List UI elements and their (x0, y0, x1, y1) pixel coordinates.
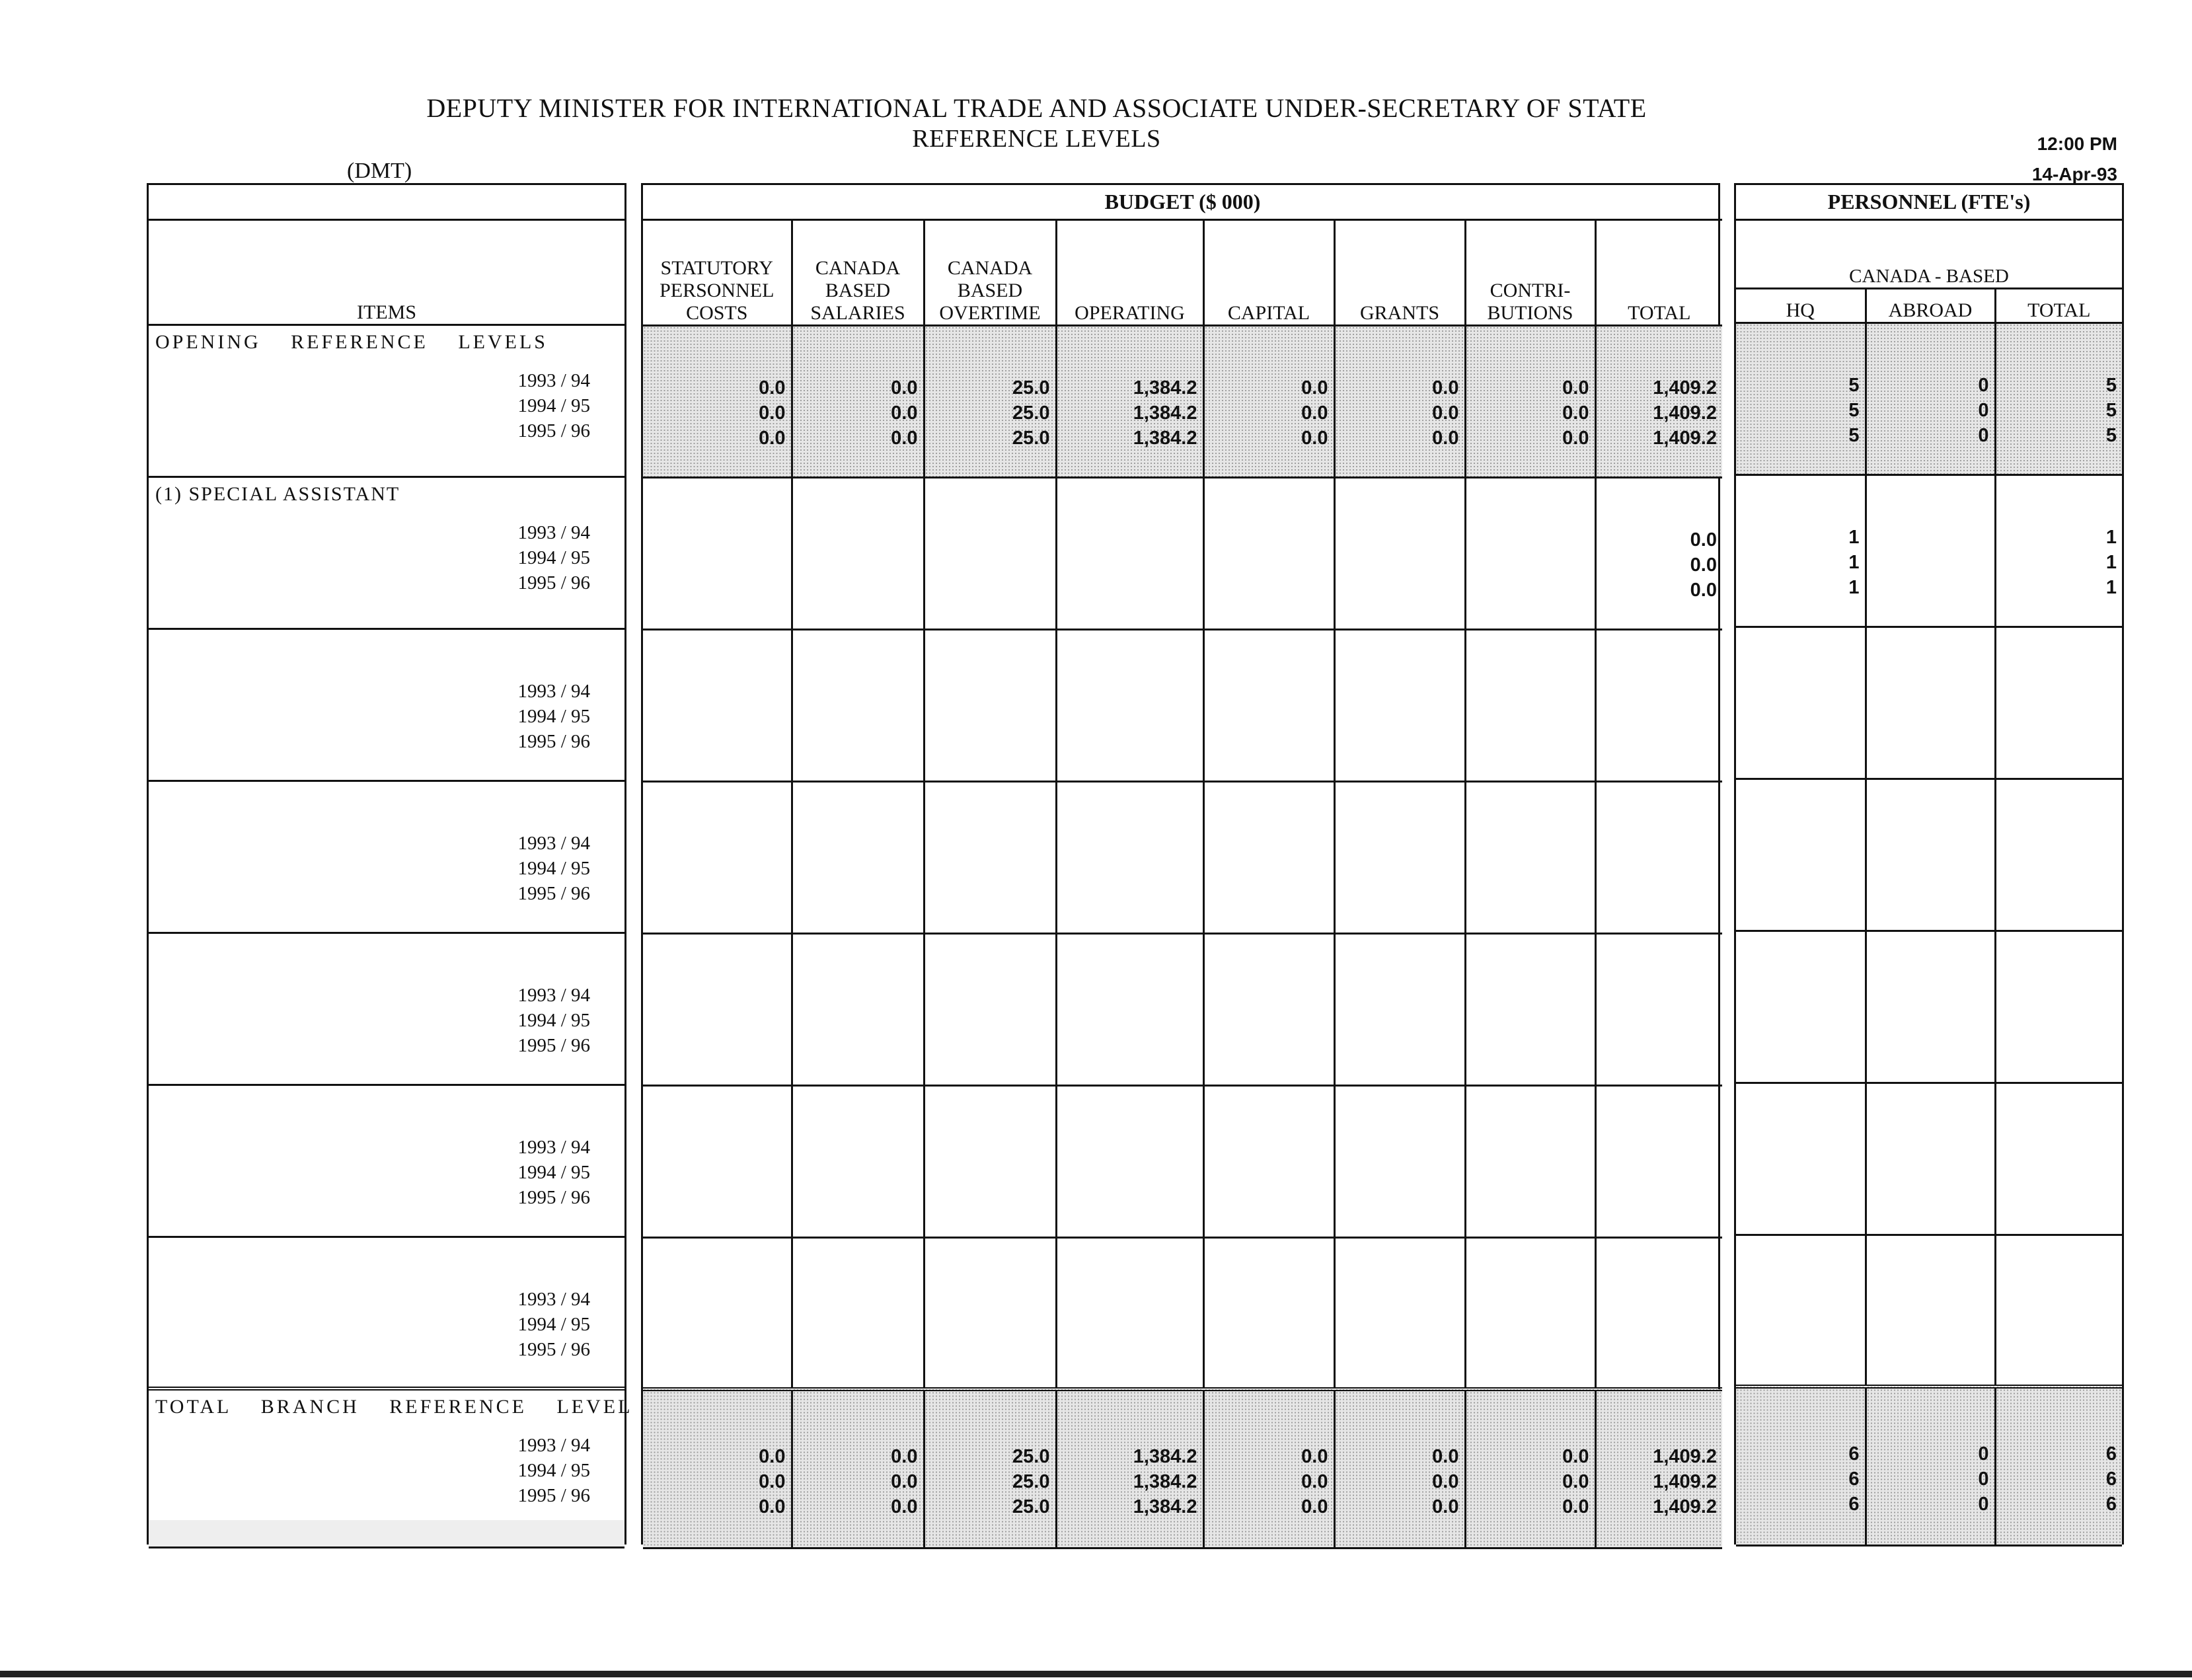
budget-value: 0.0 (1301, 1471, 1328, 1492)
personnel-value: 5 (1848, 399, 1860, 421)
budget-value: 25.0 (1012, 1471, 1050, 1492)
budget-cell (1203, 933, 1334, 1085)
print-time: 12:00 PM (2037, 134, 2117, 154)
personnel-value (1867, 550, 1989, 575)
personnel-value: 1 (2105, 576, 2117, 598)
budget-cell (924, 933, 1056, 1085)
budget-col-header: CAPITAL (1203, 219, 1334, 325)
budget-value: 25.0 (1012, 1446, 1050, 1467)
year-list (149, 934, 624, 1058)
budget-value: 0.0 (1562, 1471, 1589, 1492)
budget-cell (1056, 325, 1203, 477)
budget-cell (1595, 1389, 1722, 1548)
section-item (149, 477, 624, 629)
budget-cell (1203, 781, 1334, 933)
budget-value: 0.0 (759, 402, 786, 424)
budget-cell (792, 1389, 924, 1548)
budget-cell (1056, 933, 1203, 1085)
personnel-value: 1 (2105, 551, 2117, 573)
budget-values (1057, 326, 1203, 451)
personnel-subtitle: CANADA - BASED (1736, 264, 2122, 288)
personnel-cell (1995, 1235, 2122, 1387)
budget-cell (1465, 477, 1595, 629)
budget-cell (1203, 1237, 1334, 1389)
budget-col-header: TOTAL (1595, 219, 1722, 325)
personnel-value (1867, 575, 1989, 600)
personnel-cell (1866, 475, 1995, 627)
budget-cell (924, 1237, 1056, 1389)
section-item (149, 781, 624, 933)
budget-value: 0.0 (759, 377, 786, 399)
section-label: OPENING REFERENCE LEVELS (155, 330, 548, 353)
personnel-cell (1736, 779, 1866, 931)
budget-cell (1203, 1085, 1334, 1237)
budget-cell (1465, 1237, 1595, 1389)
year-list-line: 1993 / 94 (517, 369, 590, 391)
budget-value: 0.0 (891, 377, 918, 399)
budget-cell (1056, 477, 1203, 629)
section-item (149, 629, 624, 781)
budget-cell (1465, 781, 1595, 933)
personnel-cell (1866, 1235, 1995, 1387)
budget-cell (924, 477, 1056, 629)
year-list-line: 1994 / 95 (517, 547, 590, 568)
budget-cell (1334, 1085, 1465, 1237)
personnel-values (1867, 324, 1994, 448)
personnel-value: 5 (2105, 399, 2117, 421)
budget-cell (1334, 477, 1465, 629)
personnel-value: 6 (1848, 1443, 1860, 1465)
budget-value: 1,409.2 (1653, 402, 1717, 424)
personnel-value: 5 (2105, 374, 2117, 396)
budget-value: 0.0 (1690, 554, 1717, 576)
year-list (149, 354, 624, 443)
items-column-header: ITEMS (149, 219, 624, 325)
year-list-line: 1995 / 96 (517, 1338, 590, 1360)
budget-values (1466, 1391, 1595, 1519)
personnel-value: 0 (1978, 1494, 1989, 1515)
document-title: DEPUTY MINISTER FOR INTERNATIONAL TRADE AND ASSOCIATE UNDER-SECRETARY OF STATE (426, 93, 1647, 123)
budget-values (1336, 1391, 1464, 1519)
section-label: (1) SPECIAL ASSISTANT (155, 482, 400, 505)
personnel-value: 0 (1978, 424, 1989, 446)
budget-value: 0.0 (1562, 1496, 1589, 1517)
year-list-line: 1993 / 94 (517, 1435, 590, 1456)
section-item (149, 933, 624, 1085)
personnel-value: 1 (1848, 526, 1860, 548)
budget-cell (1334, 1389, 1465, 1548)
budget-cell (792, 1237, 924, 1389)
budget-values (1597, 478, 1723, 603)
budget-panel (641, 183, 1720, 1545)
budget-cell (643, 781, 792, 933)
personnel-value: 6 (1848, 1469, 1860, 1490)
personnel-values (1736, 1389, 1865, 1517)
year-list-line: 1995 / 96 (517, 1485, 590, 1506)
budget-col-header: STATUTORY PERSONNEL COSTS (643, 219, 792, 325)
budget-value: 0.0 (1562, 402, 1589, 424)
budget-value: 0.0 (1301, 377, 1328, 399)
budget-cell (792, 325, 924, 477)
budget-cell (792, 477, 924, 629)
year-list-line: 1994 / 95 (517, 1313, 590, 1335)
budget-value: 1,409.2 (1653, 427, 1717, 449)
budget-values (925, 1391, 1055, 1519)
budget-value: 1,409.2 (1653, 1496, 1717, 1517)
budget-values (925, 326, 1055, 451)
budget-value: 25.0 (1012, 402, 1050, 424)
budget-values (1057, 1391, 1203, 1519)
budget-values (1466, 326, 1595, 451)
budget-cell (1595, 1237, 1722, 1389)
personnel-values (1996, 324, 2123, 448)
year-list-line: 1995 / 96 (517, 572, 590, 593)
budget-value: 1,384.2 (1133, 1446, 1197, 1467)
budget-cell (1595, 933, 1722, 1085)
budget-value: 0.0 (1562, 427, 1589, 449)
branch-code: (DMT) (347, 159, 412, 183)
budget-value: 0.0 (1690, 529, 1717, 551)
budget-cell (643, 325, 792, 477)
budget-cell (1465, 1085, 1595, 1237)
year-list-line: 1994 / 95 (517, 1161, 590, 1183)
personnel-value: 6 (2105, 1443, 2117, 1465)
budget-cell (1334, 325, 1465, 477)
year-list-line: 1995 / 96 (517, 420, 590, 441)
budget-value: 0.0 (1432, 1471, 1459, 1492)
budget-cell (1595, 325, 1722, 477)
budget-cell (924, 781, 1056, 933)
budget-value: 0.0 (1562, 1446, 1589, 1467)
budget-cell (792, 781, 924, 933)
personnel-cell (1866, 1387, 1995, 1545)
year-list (149, 1086, 624, 1210)
personnel-value: 0 (1978, 1469, 1989, 1490)
budget-value: 1,384.2 (1133, 1496, 1197, 1517)
budget-cell (1203, 477, 1334, 629)
budget-value: 0.0 (1432, 1496, 1459, 1517)
budget-cell (924, 1389, 1056, 1548)
budget-value: 0.0 (1432, 427, 1459, 449)
section-item (149, 1237, 624, 1389)
budget-values (1597, 1391, 1723, 1519)
budget-value: 0.0 (1301, 1496, 1328, 1517)
budget-value: 1,409.2 (1653, 377, 1717, 399)
personnel-value: 1 (1848, 576, 1860, 598)
budget-values (643, 1391, 791, 1519)
budget-cell (792, 629, 924, 781)
budget-col-header: GRANTS (1334, 219, 1465, 325)
year-list-line: 1993 / 94 (517, 680, 590, 702)
budget-values (1205, 1391, 1334, 1519)
personnel-value: 5 (2105, 424, 2117, 446)
budget-cell (1056, 1085, 1203, 1237)
personnel-value: 0 (1978, 399, 1989, 421)
personnel-cell (1995, 475, 2122, 627)
year-list (149, 1238, 624, 1362)
budget-cell (792, 1085, 924, 1237)
budget-col-header: CANADA BASED OVERTIME (924, 219, 1056, 325)
budget-cell (1334, 933, 1465, 1085)
personnel-cell (1736, 931, 1866, 1083)
budget-value: 0.0 (891, 427, 918, 449)
budget-cell (643, 629, 792, 781)
personnel-value: 1 (1848, 551, 1860, 573)
personnel-value: 0 (1978, 1443, 1989, 1465)
budget-value: 0.0 (1301, 427, 1328, 449)
year-list-line: 1994 / 95 (517, 1009, 590, 1031)
budget-value: 25.0 (1012, 377, 1050, 399)
personnel-cell (1866, 627, 1995, 779)
personnel-col-header: TOTAL (1995, 288, 2122, 323)
budget-value: 0.0 (759, 427, 786, 449)
budget-value: 0.0 (759, 1496, 786, 1517)
budget-values (643, 326, 791, 451)
year-list-line: 1993 / 94 (517, 521, 590, 543)
personnel-panel (1734, 183, 2124, 1545)
personnel-cell (1866, 779, 1995, 931)
budget-cell (1334, 1237, 1465, 1389)
section-item (149, 1085, 624, 1237)
personnel-cell (1995, 1387, 2122, 1545)
personnel-cell (1736, 323, 1866, 475)
budget-value: 1,384.2 (1133, 1471, 1197, 1492)
budget-cell (1203, 629, 1334, 781)
personnel-values (1736, 324, 1865, 448)
budget-cell (924, 1085, 1056, 1237)
budget-table (643, 185, 1722, 1549)
budget-cell (643, 1085, 792, 1237)
personnel-cell (1866, 931, 1995, 1083)
budget-cell (1203, 325, 1334, 477)
budget-values (793, 1391, 923, 1519)
personnel-value: 0 (1978, 374, 1989, 396)
personnel-cell (1736, 627, 1866, 779)
budget-cell (1056, 629, 1203, 781)
personnel-value: 5 (1848, 374, 1860, 396)
budget-cell (1056, 1389, 1203, 1548)
budget-values (793, 326, 923, 451)
budget-cell (924, 629, 1056, 781)
budget-value: 0.0 (759, 1471, 786, 1492)
budget-values (1597, 326, 1723, 451)
year-list-line: 1995 / 96 (517, 1186, 590, 1208)
personnel-value: 5 (1848, 424, 1860, 446)
personnel-title: PERSONNEL (FTE's) (1736, 185, 2122, 219)
budget-value: 25.0 (1012, 427, 1050, 449)
personnel-cell (1995, 627, 2122, 779)
year-list (149, 506, 624, 595)
budget-cell (643, 1237, 792, 1389)
budget-col-header: CONTRI- BUTIONS (1465, 219, 1595, 325)
personnel-cell (1866, 1083, 1995, 1235)
budget-value: 0.0 (891, 1471, 918, 1492)
budget-value: 0.0 (891, 1446, 918, 1467)
personnel-values (1996, 1389, 2123, 1517)
personnel-value: 6 (2105, 1469, 2117, 1490)
budget-col-header: OPERATING (1056, 219, 1203, 325)
personnel-cell (1736, 475, 1866, 627)
personnel-cell (1736, 1083, 1866, 1235)
budget-value: 0.0 (1301, 402, 1328, 424)
budget-value: 0.0 (1562, 377, 1589, 399)
personnel-value: 6 (2105, 1494, 2117, 1515)
personnel-cell (1995, 323, 2122, 475)
year-list-line: 1993 / 94 (517, 1136, 590, 1158)
budget-value: 1,384.2 (1133, 427, 1197, 449)
personnel-value: 1 (2105, 526, 2117, 548)
total-section-item (149, 1389, 633, 1547)
budget-value: 0.0 (759, 1446, 786, 1467)
budget-cell (1465, 325, 1595, 477)
budget-value: 1,409.2 (1653, 1471, 1717, 1492)
personnel-values (1867, 1389, 1994, 1517)
personnel-cell (1736, 1235, 1866, 1387)
year-list-line: 1994 / 95 (517, 395, 590, 416)
year-list (149, 630, 624, 754)
personnel-values (1996, 476, 2123, 600)
section-label: TOTAL BRANCH REFERENCE LEVEL (155, 1396, 633, 1418)
personnel-table (1736, 185, 2122, 1546)
personnel-cell (1995, 779, 2122, 931)
personnel-value (1867, 525, 1989, 550)
personnel-cell (1995, 931, 2122, 1083)
budget-value: 0.0 (1432, 1446, 1459, 1467)
year-list-line: 1994 / 95 (517, 857, 590, 879)
budget-value: 0.0 (1432, 377, 1459, 399)
budget-title: BUDGET ($ 000) (643, 185, 1722, 219)
print-date: 14-Apr-93 (2031, 164, 2117, 184)
budget-cell (1595, 1085, 1722, 1237)
year-list (149, 1418, 624, 1508)
budget-cell (1334, 781, 1465, 933)
section-item (149, 325, 624, 477)
items-panel (147, 183, 633, 1545)
budget-value: 0.0 (891, 1496, 918, 1517)
budget-value: 25.0 (1012, 1496, 1050, 1517)
personnel-cell (1736, 1387, 1866, 1545)
personnel-values (1736, 476, 1865, 600)
budget-cell (1056, 1237, 1203, 1389)
personnel-col-header: HQ (1736, 288, 1866, 323)
budget-value: 1,409.2 (1653, 1446, 1717, 1467)
budget-value: 1,384.2 (1133, 402, 1197, 424)
budget-cell (924, 325, 1056, 477)
budget-cell (643, 1389, 792, 1548)
personnel-cell (1995, 1083, 2122, 1235)
budget-cell (792, 933, 924, 1085)
budget-cell (1056, 781, 1203, 933)
budget-cell (1203, 1389, 1334, 1548)
budget-value: 0.0 (1690, 579, 1717, 601)
year-list-line: 1993 / 94 (517, 832, 590, 854)
personnel-value: 6 (1848, 1494, 1860, 1515)
budget-value: 1,384.2 (1133, 377, 1197, 399)
budget-values (1336, 326, 1464, 451)
personnel-cell (1866, 323, 1995, 475)
document-subtitle: REFERENCE LEVELS (912, 125, 1161, 153)
budget-cell (1334, 629, 1465, 781)
year-list-line: 1993 / 94 (517, 984, 590, 1006)
year-list (149, 782, 624, 906)
year-list-line: 1995 / 96 (517, 730, 590, 752)
budget-value: 0.0 (1301, 1446, 1328, 1467)
year-list-line: 1994 / 95 (517, 1460, 590, 1481)
budget-cell (643, 477, 792, 629)
budget-cell (1465, 1389, 1595, 1548)
budget-value: 0.0 (891, 402, 918, 424)
personnel-values (1867, 476, 1994, 600)
budget-cell (1595, 629, 1722, 781)
budget-cell (643, 933, 792, 1085)
page-edge-rule (0, 1671, 2192, 1677)
items-table (149, 185, 633, 1548)
budget-col-header: CANADA BASED SALARIES (792, 219, 924, 325)
budget-values (1205, 326, 1334, 451)
budget-cell (1595, 781, 1722, 933)
budget-cell (1465, 629, 1595, 781)
budget-cell (1465, 933, 1595, 1085)
budget-value: 0.0 (1432, 402, 1459, 424)
personnel-col-header: ABROAD (1866, 288, 1995, 323)
budget-cell (1595, 477, 1722, 629)
year-list-line: 1995 / 96 (517, 882, 590, 904)
year-list-line: 1994 / 95 (517, 705, 590, 727)
year-list-line: 1995 / 96 (517, 1034, 590, 1056)
year-list-line: 1993 / 94 (517, 1288, 590, 1310)
